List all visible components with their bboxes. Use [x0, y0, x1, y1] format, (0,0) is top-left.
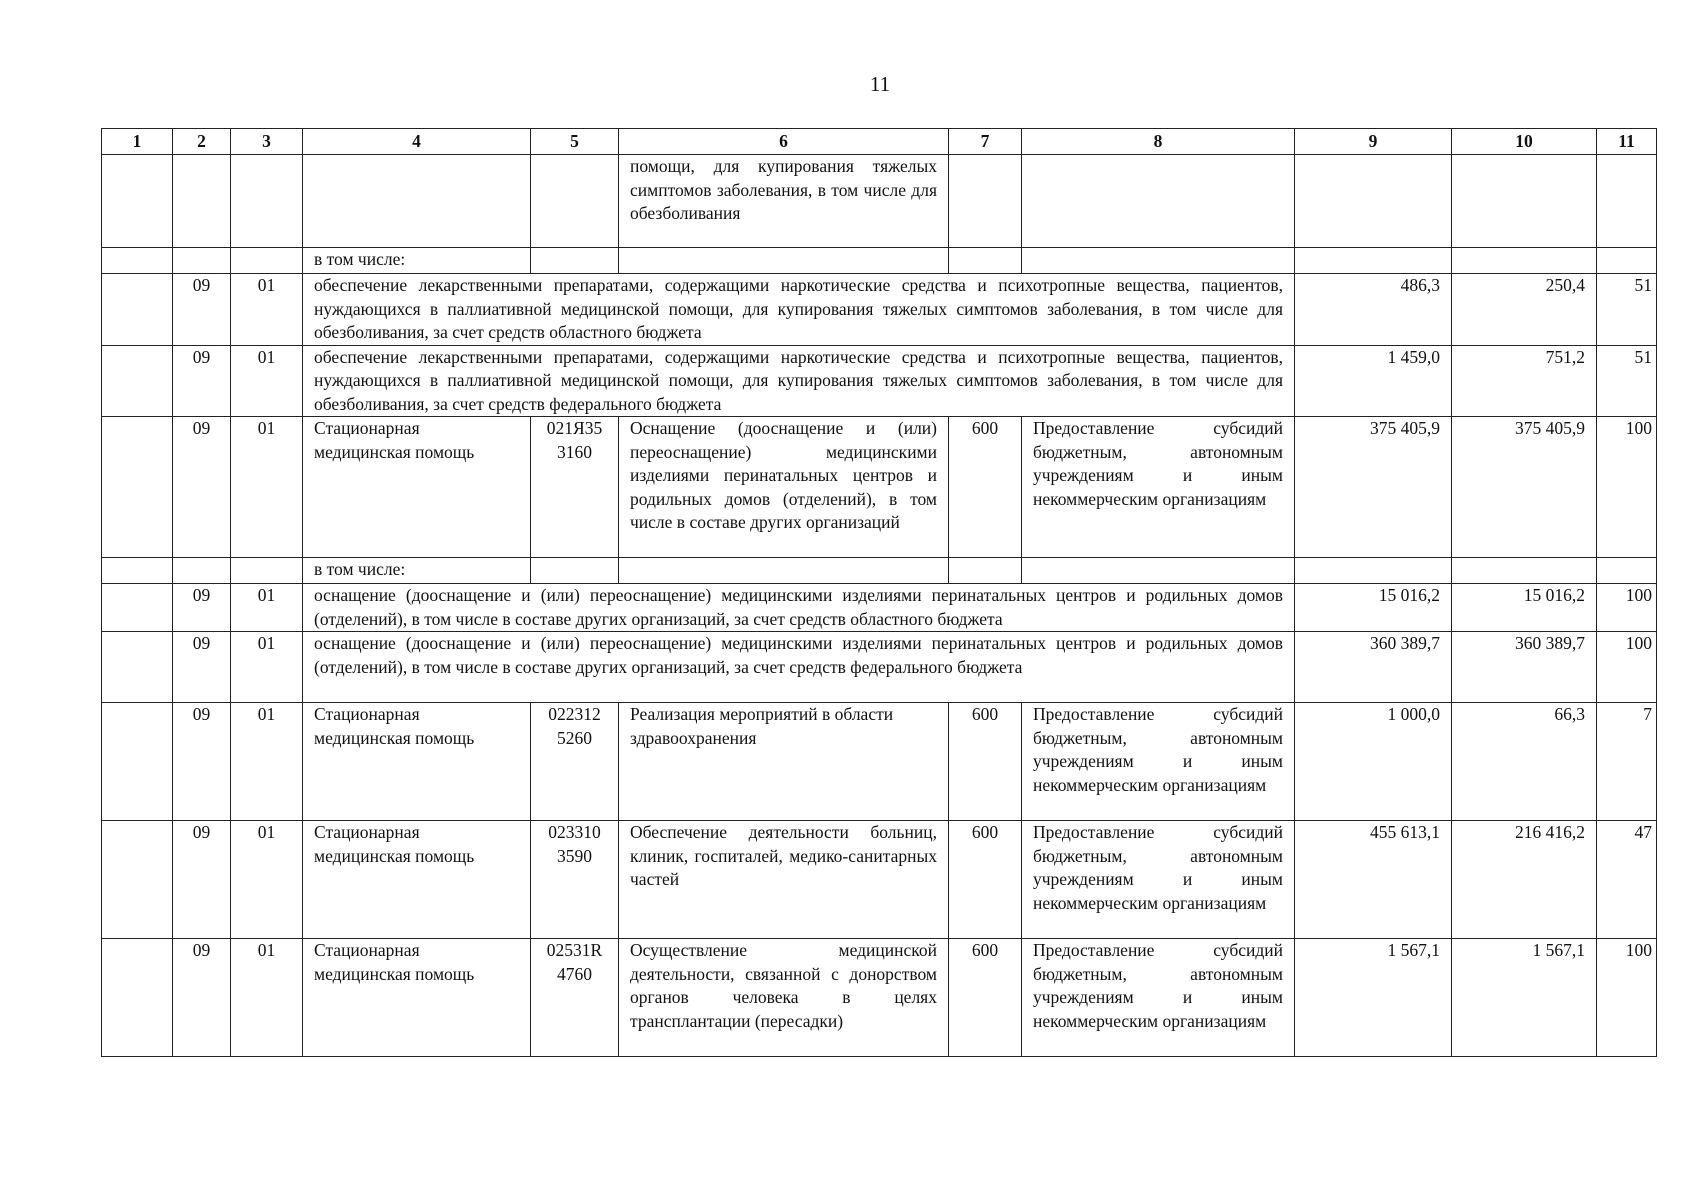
sub-description: обеспечение лекарственными препаратами, содержащими наркотические средства и психотропные вещества, пациентов, нуждающихся в паллиативной медицинской помощи, для купирования тяжелых симптомов заболевания, в том числе для обезболивания, за счет средств федерального бюджета — [303, 345, 1295, 417]
execution-percent: 100 — [1597, 417, 1657, 558]
subsection-code: 01 — [231, 939, 303, 1057]
cell-empty — [231, 248, 303, 274]
category-name: Стационарная медицинская помощь — [303, 939, 531, 1057]
expense-type-name: Предоставление субсидий бюджетным, автономным учреждениям и иным некоммерческим организациям — [1022, 417, 1295, 558]
executed-amount: 360 389,7 — [1452, 632, 1597, 703]
section-code: 09 — [173, 632, 231, 703]
subheader-label: в том числе: — [303, 558, 531, 584]
expense-type-name: Предоставление субсидий бюджетным, автономным учреждениям и иным некоммерческим организациям — [1022, 703, 1295, 821]
table-row-continuation — [102, 155, 1657, 248]
cell-empty — [231, 155, 303, 248]
column-number: 6 — [619, 129, 949, 155]
cell-empty — [102, 939, 173, 1057]
executed-amount: 375 405,9 — [1452, 417, 1597, 558]
section-code: 09 — [173, 584, 231, 632]
cell-empty — [531, 155, 619, 248]
execution-percent: 47 — [1597, 821, 1657, 939]
cell-empty — [1022, 558, 1295, 584]
cell-empty — [102, 558, 173, 584]
cell-empty — [303, 155, 531, 248]
cell-empty — [1295, 248, 1452, 274]
table-row-subheader — [102, 558, 1657, 584]
page-number: 11 — [869, 72, 891, 96]
cell-empty — [531, 558, 619, 584]
column-number-row — [102, 129, 1657, 155]
measure-name-cell: Реализация мероприятий в области здравоохранения — [619, 703, 949, 821]
cell-empty — [1597, 155, 1657, 248]
subsection-code: 01 — [231, 584, 303, 632]
subsection-code: 01 — [231, 703, 303, 821]
planned-amount: 1 000,0 — [1295, 703, 1452, 821]
cell-empty — [531, 248, 619, 274]
expense-type-code: 600 — [949, 703, 1022, 821]
subsection-code: 01 — [231, 417, 303, 558]
cell-empty — [102, 248, 173, 274]
cell-empty — [949, 248, 1022, 274]
executed-amount: 66,3 — [1452, 703, 1597, 821]
sub-description: обеспечение лекарственными препаратами, содержащими наркотические средства и психотропные вещества, пациентов, нуждающихся в паллиативной медицинской помощи, для купирования тяжелых симптомов заболевания, в том числе для обезболивания, за счет средств областного бюджета — [303, 274, 1295, 346]
measure-name-cell: Обеспечение деятельности больниц, клиник, госпиталей, медико-санитарных частей — [619, 821, 949, 939]
subsection-code: 01 — [231, 632, 303, 703]
subsection-code: 01 — [231, 274, 303, 346]
expense-type-code: 600 — [949, 939, 1022, 1057]
cell-empty — [1452, 558, 1597, 584]
section-code: 09 — [173, 939, 231, 1057]
table-row-sub — [102, 274, 1657, 346]
execution-percent: 100 — [1597, 584, 1657, 632]
execution-percent: 51 — [1597, 345, 1657, 417]
planned-amount: 455 613,1 — [1295, 821, 1452, 939]
cell-empty — [1452, 248, 1597, 274]
planned-amount: 1 459,0 — [1295, 345, 1452, 417]
expense-type-name: Предоставление субсидий бюджетным, автономным учреждениям и иным некоммерческим организациям — [1022, 939, 1295, 1057]
measure-name-cell: Оснащение (дооснащение и (или) переоснащение) медицинскими изделиями перинатальных центров и родильных домов (отделений), в том числе в составе других организаций — [619, 417, 949, 558]
expense-type-code: 600 — [949, 821, 1022, 939]
column-number: 4 — [303, 129, 531, 155]
budget-table — [101, 128, 1657, 1057]
target-article-code: 022312 5260 — [531, 703, 619, 821]
cell-empty — [102, 703, 173, 821]
category-name: Стационарная медицинская помощь — [303, 821, 531, 939]
cell-empty — [1022, 155, 1295, 248]
executed-amount: 250,4 — [1452, 274, 1597, 346]
table-row-subheader — [102, 248, 1657, 274]
column-number: 1 — [102, 129, 173, 155]
planned-amount: 15 016,2 — [1295, 584, 1452, 632]
column-number: 10 — [1452, 129, 1597, 155]
category-name: Стационарная медицинская помощь — [303, 703, 531, 821]
planned-amount: 375 405,9 — [1295, 417, 1452, 558]
cell-empty — [173, 248, 231, 274]
sub-description: оснащение (дооснащение и (или) переоснащение) медицинскими изделиями перинатальных центров и родильных домов (отделений), в том числе в составе других организаций, за счет средств федерального бюджета — [303, 632, 1295, 703]
executed-amount: 15 016,2 — [1452, 584, 1597, 632]
target-article-code: 021Я35 3160 — [531, 417, 619, 558]
table-row-sub — [102, 632, 1657, 703]
column-number: 2 — [173, 129, 231, 155]
cell-empty — [102, 584, 173, 632]
cell-empty — [949, 558, 1022, 584]
table-row-main — [102, 703, 1657, 821]
subsection-code: 01 — [231, 345, 303, 417]
section-code: 09 — [173, 274, 231, 346]
cell-empty — [619, 248, 949, 274]
sub-description: оснащение (дооснащение и (или) переоснащение) медицинскими изделиями перинатальных центров и родильных домов (отделений), в том числе в составе других организаций, за счет средств областного бюджета — [303, 584, 1295, 632]
execution-percent: 100 — [1597, 939, 1657, 1057]
section-code: 09 — [173, 345, 231, 417]
category-name: Стационарная медицинская помощь — [303, 417, 531, 558]
cell-empty — [1295, 155, 1452, 248]
column-number: 11 — [1597, 129, 1657, 155]
section-code: 09 — [173, 417, 231, 558]
cell-empty — [949, 155, 1022, 248]
planned-amount: 486,3 — [1295, 274, 1452, 346]
cell-empty — [1597, 248, 1657, 274]
executed-amount: 216 416,2 — [1452, 821, 1597, 939]
target-article-code: 023310 3590 — [531, 821, 619, 939]
executed-amount: 1 567,1 — [1452, 939, 1597, 1057]
cell-empty — [102, 155, 173, 248]
table-row-main — [102, 821, 1657, 939]
executed-amount: 751,2 — [1452, 345, 1597, 417]
cell-empty — [1597, 558, 1657, 584]
cell-empty — [102, 632, 173, 703]
cell-empty — [173, 558, 231, 584]
cell-empty — [102, 274, 173, 346]
column-number: 9 — [1295, 129, 1452, 155]
expense-type-name: Предоставление субсидий бюджетным, автономным учреждениям и иным некоммерческим организациям — [1022, 821, 1295, 939]
cell-empty — [1295, 558, 1452, 584]
column-number: 7 — [949, 129, 1022, 155]
measure-name-cell: Осуществление медицинской деятельности, связанной с донорством органов человека в целях трансплантации (пересадки) — [619, 939, 949, 1057]
cell-empty — [173, 155, 231, 248]
execution-percent: 100 — [1597, 632, 1657, 703]
expense-type-code: 600 — [949, 417, 1022, 558]
column-number: 5 — [531, 129, 619, 155]
column-number: 8 — [1022, 129, 1295, 155]
target-article-code: 02531R 4760 — [531, 939, 619, 1057]
cell-empty — [102, 821, 173, 939]
table-row-main — [102, 939, 1657, 1057]
cell-empty — [619, 558, 949, 584]
subsection-code: 01 — [231, 821, 303, 939]
execution-percent: 51 — [1597, 274, 1657, 346]
table-row-main — [102, 417, 1657, 558]
planned-amount: 1 567,1 — [1295, 939, 1452, 1057]
execution-percent: 7 — [1597, 703, 1657, 821]
table-row-sub — [102, 584, 1657, 632]
table-row-sub — [102, 345, 1657, 417]
measure-name-cell: помощи, для купирования тяжелых симптомов заболевания, в том числе для обезболивания — [619, 155, 949, 248]
cell-empty — [231, 558, 303, 584]
column-number: 3 — [231, 129, 303, 155]
section-code: 09 — [173, 703, 231, 821]
cell-empty — [1452, 155, 1597, 248]
planned-amount: 360 389,7 — [1295, 632, 1452, 703]
subheader-label: в том числе: — [303, 248, 531, 274]
cell-empty — [102, 345, 173, 417]
cell-empty — [102, 417, 173, 558]
cell-empty — [1022, 248, 1295, 274]
section-code: 09 — [173, 821, 231, 939]
